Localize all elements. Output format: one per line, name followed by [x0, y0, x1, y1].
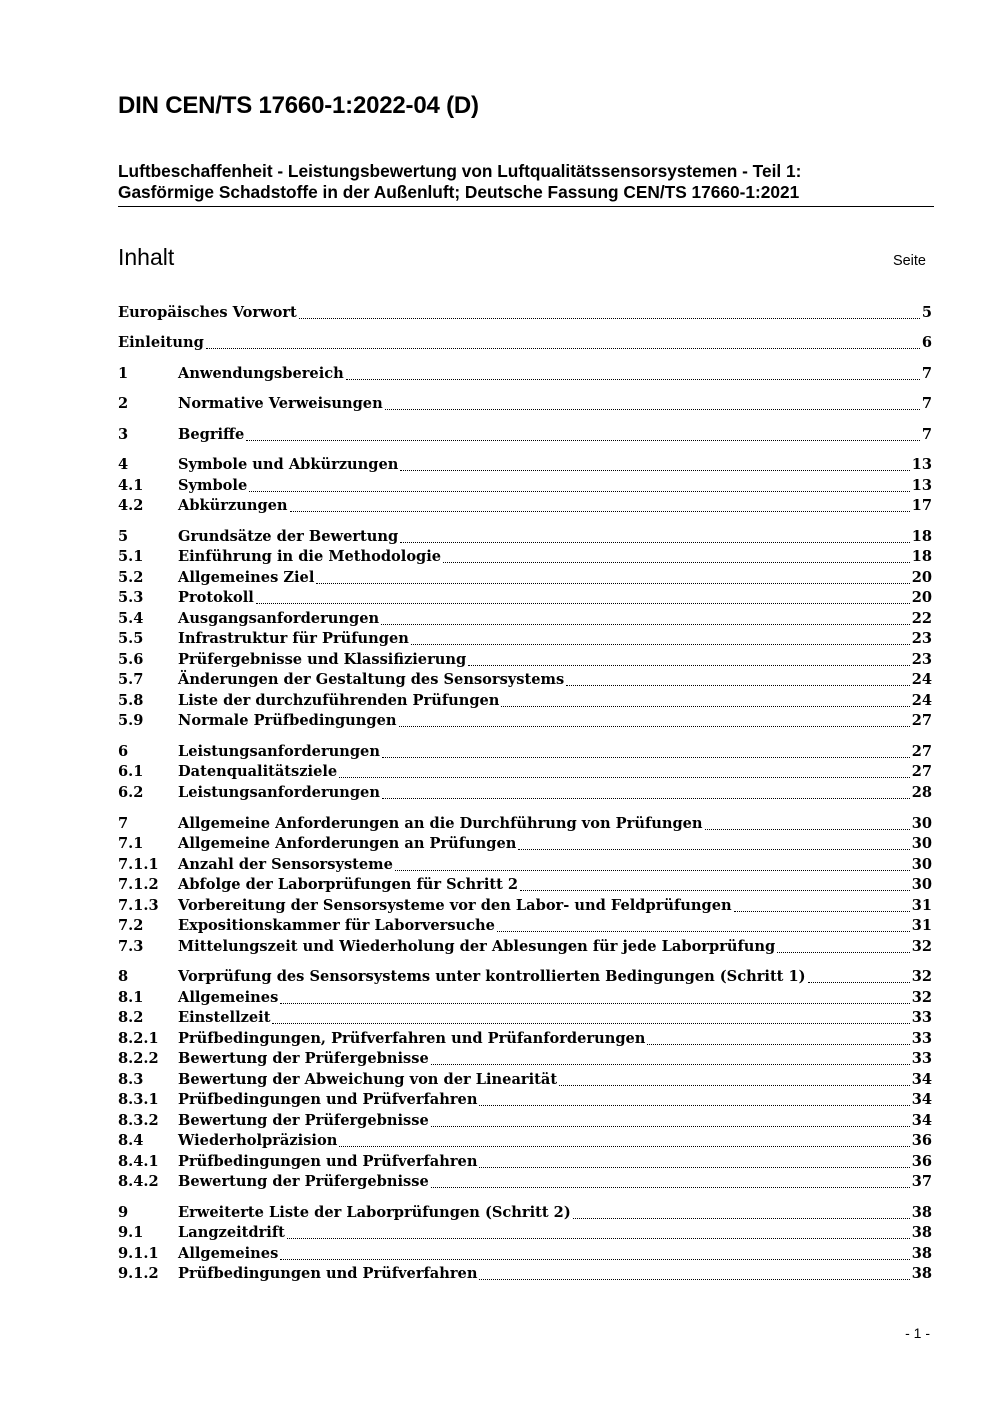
- toc-entry-title: Symbole und Abkürzungen: [178, 456, 399, 473]
- toc-entry[interactable]: [118, 854, 932, 875]
- toc-entry[interactable]: [118, 1202, 932, 1223]
- toc-entry-number: 7.1.2: [118, 876, 159, 893]
- page-number: - 1 -: [905, 1325, 930, 1341]
- toc-entry[interactable]: [118, 966, 932, 987]
- toc-entry-title: Langzeitdrift: [178, 1224, 285, 1241]
- toc-entry-title: Einleitung: [118, 334, 204, 351]
- toc-entry-number: 7.1: [118, 835, 144, 852]
- toc-entry-page: 38: [911, 1204, 932, 1221]
- toc-entry-number: 8: [118, 968, 129, 985]
- toc-entry[interactable]: [118, 1151, 932, 1172]
- toc-entry-page: 23: [911, 651, 932, 668]
- toc-entry-title: Protokoll: [178, 589, 254, 606]
- toc-dot-leader: [479, 1089, 909, 1110]
- toc-entry-number: 3: [118, 426, 129, 443]
- toc-entry-title: Bewertung der Prüfergebnisse: [178, 1173, 429, 1190]
- toc-entry-page: 28: [911, 784, 932, 801]
- toc-entry-number: 7.3: [118, 938, 144, 955]
- toc-entry-title: Erweiterte Liste der Laborprüfungen (Schritt 2): [178, 1204, 571, 1221]
- toc-entry[interactable]: [118, 424, 932, 445]
- toc-dot-leader: [290, 495, 910, 516]
- toc-entry-page: 33: [911, 1050, 932, 1067]
- toc-entry-page: 32: [911, 968, 932, 985]
- toc-entry-number: 8.4.2: [118, 1173, 159, 1190]
- toc-entry-number: 8.3.1: [118, 1091, 159, 1108]
- toc-entry-title: Allgemeine Anforderungen an die Durchführung von Prüfungen: [178, 815, 703, 832]
- toc-entry[interactable]: [118, 813, 932, 834]
- toc-entry-page: 5: [921, 304, 932, 321]
- toc-entry-page: 18: [911, 528, 932, 545]
- toc-entry-page: 6: [921, 334, 932, 351]
- toc-entry[interactable]: [118, 936, 932, 957]
- toc-entry-number: 7.2: [118, 917, 144, 934]
- document-title: [118, 161, 938, 203]
- toc-entry[interactable]: [118, 895, 932, 916]
- toc-entry-title: Prüfbedingungen und Prüfverfahren: [178, 1091, 478, 1108]
- toc-entry-number: 5.7: [118, 671, 144, 688]
- toc-dot-leader: [339, 1130, 909, 1151]
- toc-entry-title: Liste der durchzuführenden Prüfungen: [178, 692, 500, 709]
- toc-entry[interactable]: [118, 690, 932, 711]
- toc-entry-page: 22: [911, 610, 932, 627]
- toc-entry-title: Mittelungszeit und Wiederholung der Ablesungen für jede Laborprüfung: [178, 938, 776, 955]
- toc-entry-number: 8.3: [118, 1071, 144, 1088]
- toc-entry-title: Allgemeines: [178, 1245, 279, 1262]
- toc-entry-page: 34: [911, 1091, 932, 1108]
- toc-dot-leader: [316, 567, 909, 588]
- toc-entry-title: Leistungsanforderungen: [178, 784, 380, 801]
- toc-entry-title: Bewertung der Abweichung von der Linearität: [178, 1071, 558, 1088]
- toc-entry-title: Anzahl der Sensorsysteme: [178, 856, 393, 873]
- toc-dot-leader: [431, 1048, 910, 1069]
- toc-entry-page: 30: [911, 876, 932, 893]
- toc-entry[interactable]: [118, 1007, 932, 1028]
- toc-entry-number: 8.3.2: [118, 1112, 159, 1129]
- toc-entry-page: 30: [911, 856, 932, 873]
- toc-entry-page: 27: [911, 743, 932, 760]
- toc-entry[interactable]: [118, 302, 932, 323]
- toc-entry-number: 5.3: [118, 589, 144, 606]
- toc-entry-number: 6.2: [118, 784, 144, 801]
- toc-entry-title: Prüfbedingungen, Prüfverfahren und Prüfanforderungen: [178, 1030, 646, 1047]
- toc-entry[interactable]: [118, 1263, 932, 1284]
- toc-entry-title: Expositionskammer für Laborversuche: [178, 917, 495, 934]
- toc-entry-number: 5.4: [118, 610, 144, 627]
- toc-dot-leader: [385, 393, 920, 414]
- toc-entry-page: 37: [911, 1173, 932, 1190]
- toc-dot-leader: [382, 741, 910, 762]
- toc-entry-number: 8.2.1: [118, 1030, 159, 1047]
- toc-entry-title: Begriffe: [178, 426, 245, 443]
- title-divider: [118, 206, 934, 207]
- toc-entry-title: Vorprüfung des Sensorsystems unter kontrollierten Bedingungen (Schritt 1): [178, 968, 806, 985]
- toc-entry-page: 27: [911, 763, 932, 780]
- toc-entry-title: Symbole: [178, 477, 248, 494]
- toc-entry-title: Allgemeines Ziel: [178, 569, 315, 586]
- toc-entry-title: Datenqualitätsziele: [178, 763, 338, 780]
- toc-dot-leader: [501, 690, 909, 711]
- toc-entry[interactable]: [118, 1089, 932, 1110]
- toc-entry[interactable]: [118, 628, 932, 649]
- toc-entry-title: Abfolge der Laborprüfungen für Schritt 2: [178, 876, 519, 893]
- toc-entry-title: Allgemeine Anforderungen an Prüfungen: [178, 835, 517, 852]
- toc-dot-leader: [443, 546, 910, 567]
- toc-dot-leader: [497, 915, 910, 936]
- toc-entry-title: Wiederholpräzision: [178, 1132, 338, 1149]
- toc-entry-title: Prüfbedingungen und Prüfverfahren: [178, 1153, 478, 1170]
- toc-dot-leader: [256, 587, 910, 608]
- toc-entry-title: Bewertung der Prüfergebnisse: [178, 1112, 429, 1129]
- toc-entry-page: 7: [921, 395, 932, 412]
- toc-entry-title: Allgemeines: [178, 989, 279, 1006]
- toc-dot-leader: [299, 302, 920, 323]
- toc-entry[interactable]: [118, 710, 932, 731]
- toc-entry-page: 24: [911, 692, 932, 709]
- toc-entry[interactable]: [118, 1028, 932, 1049]
- toc-dot-leader: [647, 1028, 909, 1049]
- toc-entry-title: Ausgangsanforderungen: [178, 610, 380, 627]
- toc-entry-title: Anwendungsbereich: [178, 365, 344, 382]
- document-title-line-2: Gasförmige Schadstoffe in der Außenluft; Deutsche Fassung CEN/TS 17660-1:2021: [118, 182, 800, 202]
- toc-dot-leader: [400, 454, 909, 475]
- toc-entry-title: Einführung in die Methodologie: [178, 548, 442, 565]
- toc-entry-number: 7.1.3: [118, 897, 159, 914]
- toc-entry-number: 4.1: [118, 477, 144, 494]
- toc-entry[interactable]: [118, 741, 932, 762]
- toc-entry-page: 33: [911, 1030, 932, 1047]
- toc-entry[interactable]: [118, 1069, 932, 1090]
- toc-dot-leader: [566, 669, 910, 690]
- toc-entry[interactable]: [118, 874, 932, 895]
- toc-entry-page: 30: [911, 815, 932, 832]
- toc-entry[interactable]: [118, 546, 932, 567]
- toc-dot-leader: [777, 936, 909, 957]
- toc-entry-number: 9.1.2: [118, 1265, 159, 1282]
- toc-entry-number: 5.2: [118, 569, 144, 586]
- toc-entry-title: Änderungen der Gestaltung des Sensorsystems: [178, 671, 565, 688]
- toc-entry[interactable]: [118, 669, 932, 690]
- toc-entry-title: Leistungsanforderungen: [178, 743, 380, 760]
- toc-entry-title: Prüfbedingungen und Prüfverfahren: [178, 1265, 478, 1282]
- toc-entry[interactable]: [118, 833, 932, 854]
- toc-entry-title: Normative Verweisungen: [178, 395, 383, 412]
- toc-dot-leader: [705, 813, 910, 834]
- toc-entry-page: 36: [911, 1132, 932, 1149]
- toc-dot-leader: [346, 363, 920, 384]
- toc-dot-leader: [339, 761, 909, 782]
- toc-entry-title: Europäisches Vorwort: [118, 304, 297, 321]
- toc-entry[interactable]: [118, 475, 932, 496]
- toc-dot-leader: [518, 833, 909, 854]
- toc-entry-page: 7: [921, 365, 932, 382]
- toc-dot-leader: [272, 1007, 909, 1028]
- toc-dot-leader: [395, 854, 910, 875]
- toc-dot-leader: [249, 475, 909, 496]
- toc-entry-page: 24: [911, 671, 932, 688]
- toc-entry-number: 5.8: [118, 692, 144, 709]
- toc-entry-page: 23: [911, 630, 932, 647]
- toc-entry-page: 20: [911, 569, 932, 586]
- toc-entry[interactable]: [118, 1222, 932, 1243]
- toc-entry-page: 36: [911, 1153, 932, 1170]
- toc-dot-leader: [431, 1110, 910, 1131]
- toc-entry-title: Vorbereitung der Sensorsysteme vor den Labor- und Feldprüfungen: [178, 897, 732, 914]
- toc-dot-leader: [468, 649, 910, 670]
- toc-entry-page: 17: [911, 497, 932, 514]
- toc-dot-leader: [431, 1171, 910, 1192]
- toc-entry[interactable]: [118, 649, 932, 670]
- toc-entry[interactable]: [118, 761, 932, 782]
- toc-entry[interactable]: [118, 1130, 932, 1151]
- toc-entry[interactable]: [118, 782, 932, 803]
- toc-entry-page: 13: [911, 456, 932, 473]
- toc-entry-title: Normale Prüfbedingungen: [178, 712, 397, 729]
- toc-entry-title: Einstellzeit: [178, 1009, 271, 1026]
- toc-entry-page: 32: [911, 938, 932, 955]
- toc-entry-number: 4.2: [118, 497, 144, 514]
- toc-entry[interactable]: [118, 1171, 932, 1192]
- toc-entry[interactable]: [118, 587, 932, 608]
- toc-entry-number: 7: [118, 815, 129, 832]
- toc-entry-page: 7: [921, 426, 932, 443]
- toc-entry-number: 2: [118, 395, 129, 412]
- toc-entry-page: 31: [911, 917, 932, 934]
- toc-dot-leader: [206, 332, 920, 353]
- toc-entry-number: 5.9: [118, 712, 144, 729]
- toc-dot-leader: [479, 1151, 909, 1172]
- toc-entry-page: 13: [911, 477, 932, 494]
- toc-entry-number: 5.1: [118, 548, 144, 565]
- toc-dot-leader: [734, 895, 910, 916]
- toc-entry[interactable]: [118, 526, 932, 547]
- toc-dot-leader: [808, 966, 910, 987]
- toc-entry-page: 30: [911, 835, 932, 852]
- toc-entry[interactable]: [118, 915, 932, 936]
- toc-entry-title: Abkürzungen: [178, 497, 288, 514]
- toc-entry-page: 33: [911, 1009, 932, 1026]
- toc-dot-leader: [280, 987, 909, 1008]
- toc-entry-title: Grundsätze der Bewertung: [178, 528, 399, 545]
- toc-entry-page: 31: [911, 897, 932, 914]
- toc-entry-title: Prüfergebnisse und Klassifizierung: [178, 651, 467, 668]
- toc-dot-leader: [400, 526, 909, 547]
- toc-dot-leader: [573, 1202, 910, 1223]
- toc-entry[interactable]: [118, 495, 932, 516]
- toc-heading: Inhalt: [118, 244, 175, 270]
- toc-dot-leader: [520, 874, 910, 895]
- toc-entry-page: 34: [911, 1112, 932, 1129]
- toc-entry[interactable]: [118, 332, 932, 353]
- toc-dot-leader: [280, 1243, 909, 1264]
- toc-entry[interactable]: [118, 454, 932, 475]
- toc-dot-leader: [411, 628, 910, 649]
- toc-entry-number: 4: [118, 456, 129, 473]
- toc-entry-number: 8.2.2: [118, 1050, 159, 1067]
- toc-entry-number: 9: [118, 1204, 129, 1221]
- toc-entry-page: 34: [911, 1071, 932, 1088]
- toc-dot-leader: [479, 1263, 909, 1284]
- toc-entry-number: 1: [118, 365, 129, 382]
- toc-entry-number: 5.5: [118, 630, 144, 647]
- toc-entry-number: 8.4: [118, 1132, 144, 1149]
- toc-entry-page: 27: [911, 712, 932, 729]
- toc-entry[interactable]: [118, 363, 932, 384]
- toc-entry[interactable]: [118, 1110, 932, 1131]
- toc-entry-page: 32: [911, 989, 932, 1006]
- toc-entry-page: 38: [911, 1265, 932, 1282]
- toc-entry-title: Bewertung der Prüfergebnisse: [178, 1050, 429, 1067]
- toc-entry-number: 6.1: [118, 763, 144, 780]
- toc-entry[interactable]: [118, 1243, 932, 1264]
- toc-page-column-heading: Seite: [892, 253, 926, 269]
- toc-entry-page: 38: [911, 1224, 932, 1241]
- toc-entry-number: 6: [118, 743, 129, 760]
- toc-entry-number: 9.1: [118, 1224, 144, 1241]
- toc-entry[interactable]: [118, 393, 932, 414]
- toc-entry-page: 18: [911, 548, 932, 565]
- toc-entry-page: 38: [911, 1245, 932, 1262]
- toc-dot-leader: [246, 424, 920, 445]
- document-title-line-1: Luftbeschaffenheit - Leistungsbewertung von Luftqualitätssensorsystemen - Teil 1:: [118, 161, 802, 181]
- toc-entry-number: 5: [118, 528, 129, 545]
- toc-entry[interactable]: [118, 987, 932, 1008]
- toc-entry-number: 5.6: [118, 651, 144, 668]
- toc-entry-number: 8.4.1: [118, 1153, 159, 1170]
- toc-dot-leader: [381, 608, 910, 629]
- toc-entry-number: 8.2: [118, 1009, 144, 1026]
- toc-entry[interactable]: [118, 1048, 932, 1069]
- toc-dot-leader: [382, 782, 910, 803]
- toc-entry-title: Infrastruktur für Prüfungen: [178, 630, 409, 647]
- document-id: DIN CEN/TS 17660-1:2022-04 (D): [118, 92, 479, 119]
- toc-entry-number: 7.1.1: [118, 856, 159, 873]
- toc-entry-number: 8.1: [118, 989, 144, 1006]
- toc-dot-leader: [287, 1222, 910, 1243]
- toc-entry-page: 20: [911, 589, 932, 606]
- toc-dot-leader: [559, 1069, 910, 1090]
- toc-entry[interactable]: [118, 567, 932, 588]
- toc-dot-leader: [399, 710, 910, 731]
- toc-entry[interactable]: [118, 608, 932, 629]
- toc-entry-number: 9.1.1: [118, 1245, 159, 1262]
